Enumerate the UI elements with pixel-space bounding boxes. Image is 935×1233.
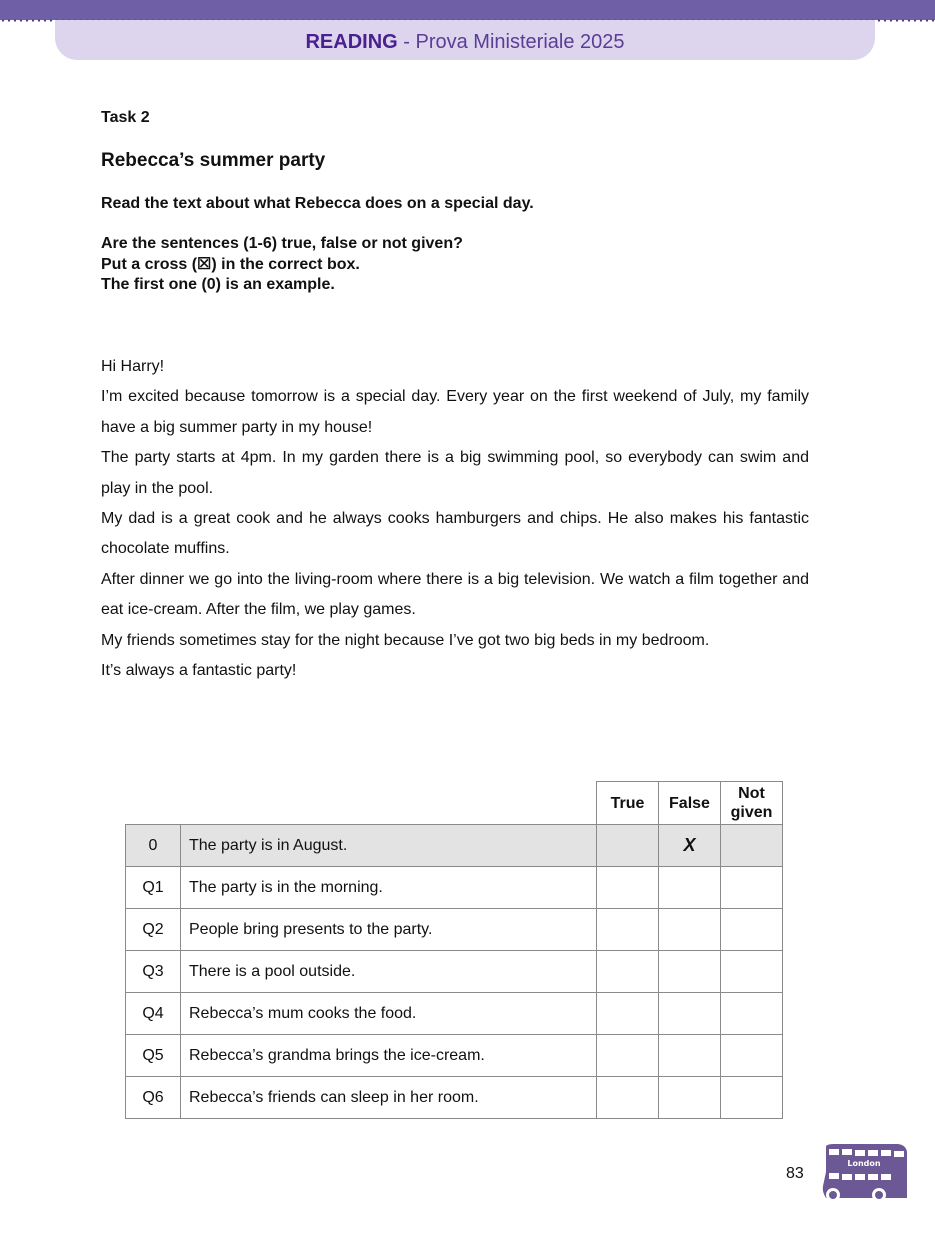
example-row — [126, 825, 783, 867]
task-instructions — [101, 234, 463, 296]
header-subtitle: Prova Ministeriale 2025 — [415, 31, 625, 53]
column-header-false: False — [659, 782, 721, 825]
answer-box-true[interactable] — [597, 867, 659, 909]
answer-box-false[interactable] — [659, 993, 721, 1035]
answer-box-not-given[interactable] — [721, 951, 783, 993]
instruction-line: The first one (0) is an example. — [101, 276, 335, 293]
letter-paragraph: My dad is a great cook and he always cooks hamburgers and chips. He also makes his fantastic chocolate muffins. — [101, 510, 809, 558]
column-header-not-given: Not given — [721, 782, 783, 825]
answer-table — [125, 781, 783, 1119]
task-title: Rebecca’s summer party — [101, 150, 326, 171]
question-row — [126, 1035, 783, 1077]
task-label: Task 2 — [101, 109, 150, 126]
bus-label: London — [847, 1159, 881, 1168]
task-intro: Read the text about what Rebecca does on a special day. — [101, 195, 534, 212]
answer-box-not-given[interactable] — [721, 993, 783, 1035]
question-statement: Rebecca’s friends can sleep in her room. — [181, 1077, 597, 1119]
letter-paragraph: After dinner we go into the living-room where there is a big television. We watch a film together and eat ice-cream. After the film, we play games. — [101, 570, 809, 619]
question-number: Q6 — [126, 1077, 181, 1119]
question-row — [126, 1077, 783, 1119]
answer-box-true[interactable] — [597, 951, 659, 993]
answer-box-false[interactable] — [659, 867, 721, 909]
answer-box-true[interactable] — [597, 1035, 659, 1077]
letter-paragraph: My friends sometimes stay for the night because I’ve got two big beds in my bedroom. — [101, 631, 710, 649]
question-number: Q2 — [126, 909, 181, 951]
answer-box-false[interactable] — [659, 1035, 721, 1077]
question-statement: The party is in August. — [181, 825, 597, 867]
answer-box-true — [597, 825, 659, 867]
letter-paragraph: The party starts at 4pm. In my garden there is a big swimming pool, so everybody can swim and play in the pool. — [101, 449, 809, 497]
question-number: Q1 — [126, 867, 181, 909]
column-header-true: True — [597, 782, 659, 825]
answer-box-false: X — [659, 825, 721, 867]
double-decker-bus-icon — [820, 1142, 910, 1204]
letter-paragraph: It’s always a fantastic party! — [101, 662, 297, 680]
question-statement: The party is in the morning. — [181, 867, 597, 909]
question-row — [126, 867, 783, 909]
letter-paragraph: Hi Harry! — [101, 358, 165, 375]
question-row — [126, 909, 783, 951]
question-number: 0 — [126, 825, 181, 867]
answer-box-true[interactable] — [597, 1077, 659, 1119]
answer-box-not-given[interactable] — [721, 909, 783, 951]
instruction-line: Put a cross (☒) in the correct box. — [101, 255, 360, 273]
answer-box-not-given[interactable] — [721, 867, 783, 909]
answer-box-not-given[interactable] — [721, 1035, 783, 1077]
page-number: 83 — [786, 1165, 804, 1182]
header-banner — [55, 20, 875, 60]
letter-text — [101, 352, 809, 686]
answer-box-not-given[interactable] — [721, 1077, 783, 1119]
question-number: Q3 — [126, 951, 181, 993]
answer-box-not-given — [721, 825, 783, 867]
answer-box-false[interactable] — [659, 909, 721, 951]
header-section: READING — [305, 31, 398, 53]
question-statement: There is a pool outside. — [181, 951, 597, 993]
question-number: Q4 — [126, 993, 181, 1035]
answer-box-true[interactable] — [597, 909, 659, 951]
question-number: Q5 — [126, 1035, 181, 1077]
question-statement: Rebecca’s mum cooks the food. — [181, 993, 597, 1035]
header-separator: - — [397, 31, 416, 53]
question-row — [126, 951, 783, 993]
instruction-line: Are the sentences (1-6) true, false or not given? — [101, 235, 463, 252]
question-statement: People bring presents to the party. — [181, 909, 597, 951]
question-row — [126, 993, 783, 1035]
answer-box-false[interactable] — [659, 1077, 721, 1119]
table-header-row — [126, 782, 783, 825]
question-statement: Rebecca’s grandma brings the ice-cream. — [181, 1035, 597, 1077]
answer-box-true[interactable] — [597, 993, 659, 1035]
answer-box-false[interactable] — [659, 951, 721, 993]
top-color-band — [0, 0, 935, 20]
letter-paragraph: I’m excited because tomorrow is a special day. Every year on the first weekend of July, my family have a big summer party in my house! — [101, 388, 809, 436]
